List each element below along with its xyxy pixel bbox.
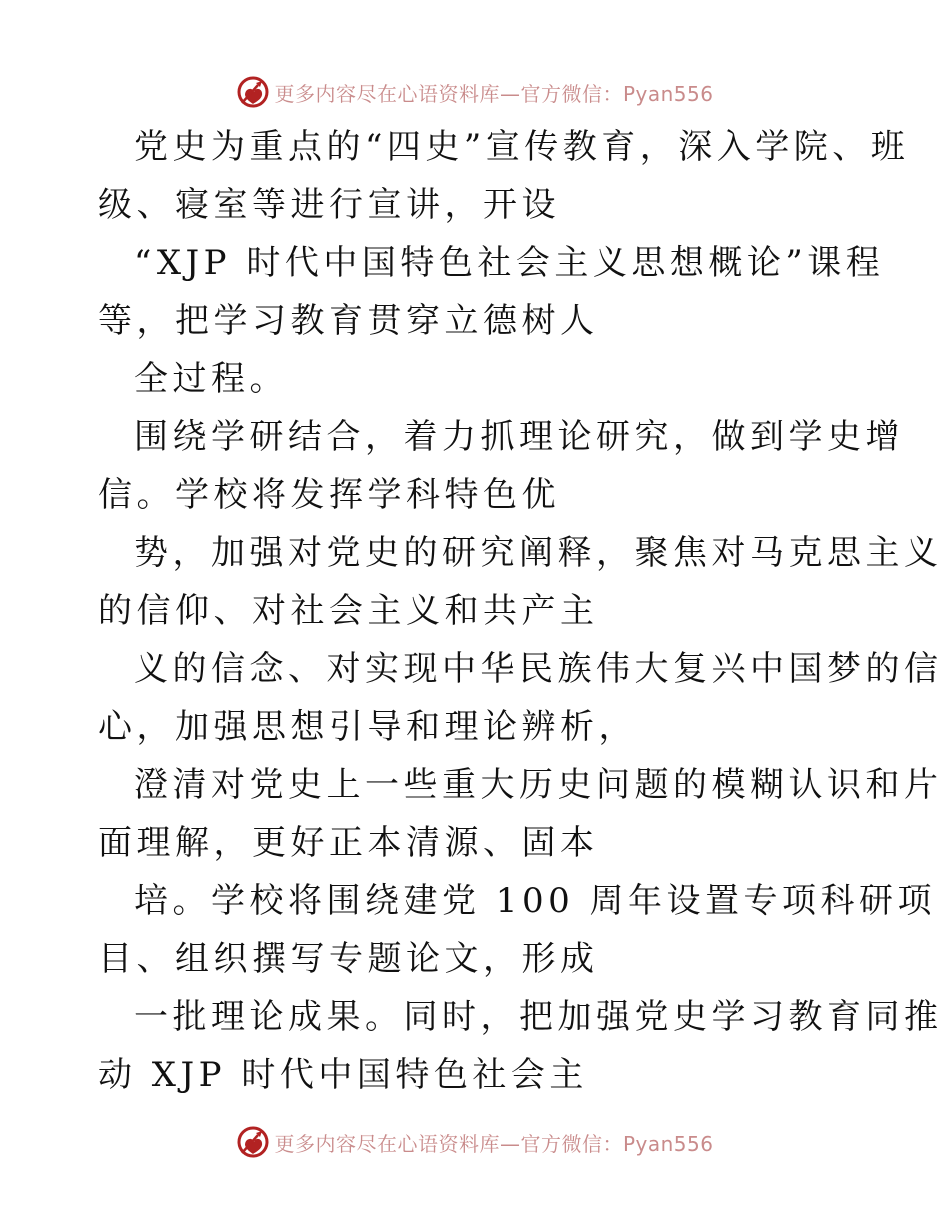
paragraph-line: 一批理论成果。同时，把加强党史学习教育同推 bbox=[134, 997, 943, 1037]
pen-heart-logo-icon bbox=[236, 1125, 270, 1159]
header-watermark-text: 更多内容尽在心语资料库—官方微信：Pyan556 bbox=[274, 81, 714, 106]
footer-watermark-text: 更多内容尽在心语资料库—官方微信：Pyan556 bbox=[274, 1131, 714, 1156]
header-watermark-banner bbox=[0, 72, 950, 112]
paragraph-line: “XJP 时代中国特色社会主义思想概论”课程 bbox=[134, 243, 885, 283]
paragraph-line: 义的信念、对实现中华民族伟大复兴中国梦的信 bbox=[134, 649, 943, 689]
pen-heart-logo-icon bbox=[236, 75, 270, 109]
paragraph-line: 等，把学习教育贯穿立德树人 bbox=[98, 301, 599, 341]
paragraph-line: 信。学校将发挥学科特色优 bbox=[98, 475, 560, 515]
paragraph-line: 澄清对党史上一些重大历史问题的模糊认识和片 bbox=[134, 765, 943, 805]
paragraph-line: 的信仰、对社会主义和共产主 bbox=[98, 591, 599, 631]
footer-watermark-banner bbox=[0, 1122, 950, 1162]
paragraph-line: 围绕学研结合，着力抓理论研究，做到学史增 bbox=[134, 417, 904, 457]
paragraph-line: 党史为重点的“四史”宣传教育，深入学院、班 bbox=[134, 127, 910, 167]
paragraph-line: 动 XJP 时代中国特色社会主 bbox=[98, 1055, 588, 1095]
paragraph-line: 势，加强对党史的研究阐释，聚焦对马克思主义 bbox=[134, 533, 943, 573]
paragraph-line: 心，加强思想引导和理论辨析， bbox=[98, 707, 637, 747]
paragraph-line: 目、组织撰写专题论文，形成 bbox=[98, 939, 599, 979]
paragraph-line: 级、寝室等进行宣讲，开设 bbox=[98, 185, 560, 225]
paragraph-line: 面理解，更好正本清源、固本 bbox=[98, 823, 599, 863]
paragraph-line: 全过程。 bbox=[134, 359, 288, 399]
paragraph-line: 培。学校将围绕建党 100 周年设置专项科研项 bbox=[134, 881, 937, 921]
